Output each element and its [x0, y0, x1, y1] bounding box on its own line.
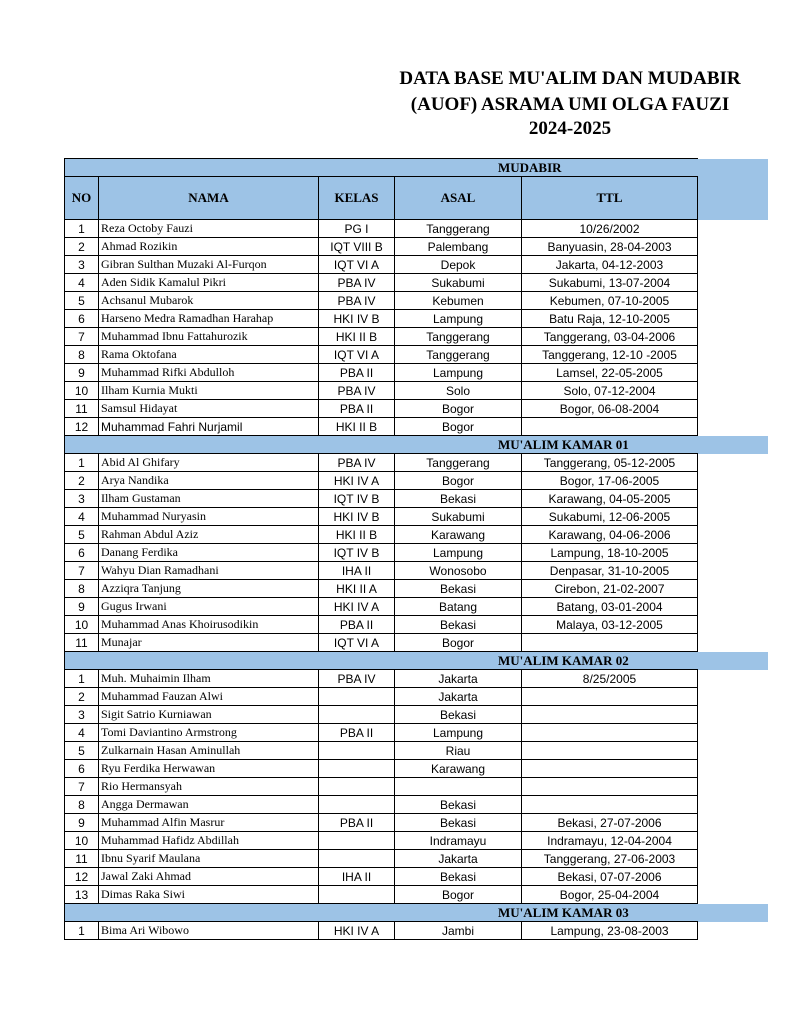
table-row — [65, 688, 698, 706]
cell-ttl — [522, 706, 698, 724]
cell-nama: Gibran Sulthan Muzaki Al-Furqon — [99, 256, 319, 274]
cell-asal: Batang — [395, 598, 522, 616]
cell-kelas — [319, 850, 395, 868]
cell-ttl: Karawang, 04-05-2005 — [522, 490, 698, 508]
table-row — [65, 238, 698, 256]
cell-no: 5 — [65, 526, 99, 544]
cell-nama: Muhammad Ibnu Fattahurozik — [99, 328, 319, 346]
cell-kelas: PBA II — [319, 400, 395, 418]
row-fill-extension — [698, 436, 768, 454]
cell-kelas: PBA IV — [319, 292, 395, 310]
cell-kelas — [319, 778, 395, 796]
cell-asal: Solo — [395, 382, 522, 400]
cell-ttl: Bekasi, 27-07-2006 — [522, 814, 698, 832]
cell-no: 4 — [65, 724, 99, 742]
cell-ttl: Malaya, 03-12-2005 — [522, 616, 698, 634]
cell-kelas: PBA II — [319, 724, 395, 742]
header-ttl: TTL — [522, 177, 698, 220]
cell-asal: Bekasi — [395, 796, 522, 814]
cell-nama: Muh. Muhaimin Ilham — [99, 670, 319, 688]
cell-nama: Rio Hermansyah — [99, 778, 319, 796]
cell-asal: Bogor — [395, 634, 522, 652]
header-nama: NAMA — [99, 177, 319, 220]
cell-no: 9 — [65, 814, 99, 832]
cell-no: 5 — [65, 742, 99, 760]
table-row — [65, 256, 698, 274]
cell-kelas: IQT IV B — [319, 490, 395, 508]
cell-nama: Jawal Zaki Ahmad — [99, 868, 319, 886]
cell-kelas: PBA IV — [319, 670, 395, 688]
cell-ttl — [522, 796, 698, 814]
section-label: MU'ALIM KAMAR 03 — [65, 904, 698, 922]
cell-kelas — [319, 886, 395, 904]
cell-nama: Abid Al Ghifary — [99, 454, 319, 472]
table-row — [65, 400, 698, 418]
cell-ttl: Tanggerang, 03-04-2006 — [522, 328, 698, 346]
cell-kelas — [319, 742, 395, 760]
cell-no: 7 — [65, 778, 99, 796]
table-row — [65, 796, 698, 814]
cell-kelas: HKI IV B — [319, 508, 395, 526]
cell-asal: Lampung — [395, 724, 522, 742]
cell-nama: Ilham Gustaman — [99, 490, 319, 508]
row-fill-extension — [698, 159, 768, 177]
cell-asal: Lampung — [395, 544, 522, 562]
cell-ttl: Tanggerang, 27-06-2003 — [522, 850, 698, 868]
section-header-row — [65, 652, 698, 670]
cell-nama: Sigit Satrio Kurniawan — [99, 706, 319, 724]
table-row — [65, 922, 698, 940]
table-row — [65, 328, 698, 346]
cell-no: 2 — [65, 688, 99, 706]
table-row — [65, 418, 698, 436]
cell-ttl — [522, 688, 698, 706]
cell-nama: Aden Sidik Kamalul Pikri — [99, 274, 319, 292]
row-fill-extension — [698, 177, 768, 220]
table-row — [65, 724, 698, 742]
data-table — [64, 158, 698, 940]
row-fill-extension — [698, 904, 768, 922]
table-row — [65, 706, 698, 724]
cell-nama: Muhammad Rifki Abdulloh — [99, 364, 319, 382]
table-row — [65, 508, 698, 526]
cell-no: 10 — [65, 616, 99, 634]
cell-ttl: Cirebon, 21-02-2007 — [522, 580, 698, 598]
cell-kelas — [319, 832, 395, 850]
table-row — [65, 760, 698, 778]
cell-nama: Achsanul Mubarok — [99, 292, 319, 310]
cell-nama: Ryu Ferdika Herwawan — [99, 760, 319, 778]
cell-kelas: PG I — [319, 220, 395, 238]
column-header-row — [65, 177, 698, 220]
title-line-2: (AUOF) ASRAMA UMI OLGA FAUZI — [410, 94, 730, 115]
cell-ttl: Sukabumi, 13-07-2004 — [522, 274, 698, 292]
cell-asal: Lampung — [395, 364, 522, 382]
cell-kelas: PBA IV — [319, 382, 395, 400]
cell-ttl: Bogor, 06-08-2004 — [522, 400, 698, 418]
table-row — [65, 274, 698, 292]
cell-no: 8 — [65, 796, 99, 814]
cell-kelas: HKI IV A — [319, 472, 395, 490]
cell-nama: Ilham Kurnia Mukti — [99, 382, 319, 400]
cell-kelas: HKI II B — [319, 418, 395, 436]
cell-kelas: IQT IV B — [319, 544, 395, 562]
table-row — [65, 526, 698, 544]
cell-asal: Sukabumi — [395, 274, 522, 292]
cell-asal: Wonosobo — [395, 562, 522, 580]
cell-asal: Bogor — [395, 472, 522, 490]
cell-ttl: Tanggerang, 05-12-2005 — [522, 454, 698, 472]
cell-ttl: Jakarta, 04-12-2003 — [522, 256, 698, 274]
cell-ttl — [522, 724, 698, 742]
cell-no: 1 — [65, 922, 99, 940]
cell-ttl: Batu Raja, 12-10-2005 — [522, 310, 698, 328]
table-row — [65, 670, 698, 688]
cell-ttl: 8/25/2005 — [522, 670, 698, 688]
table-row — [65, 562, 698, 580]
table-row — [65, 382, 698, 400]
row-fill-extension — [698, 652, 768, 670]
cell-ttl — [522, 778, 698, 796]
cell-nama: Reza Octoby Fauzi — [99, 220, 319, 238]
cell-ttl — [522, 634, 698, 652]
table-row — [65, 598, 698, 616]
cell-ttl: Lamsel, 22-05-2005 — [522, 364, 698, 382]
cell-no: 6 — [65, 760, 99, 778]
cell-nama: Ahmad Rozikin — [99, 238, 319, 256]
cell-no: 8 — [65, 580, 99, 598]
cell-nama: Arya Nandika — [99, 472, 319, 490]
header-no: NO — [65, 177, 99, 220]
cell-nama: Muhammad Fahri Nurjamil — [99, 418, 319, 436]
table-row — [65, 742, 698, 760]
cell-ttl: Bogor, 17-06-2005 — [522, 472, 698, 490]
cell-kelas: IQT VI A — [319, 634, 395, 652]
table-row — [65, 544, 698, 562]
cell-asal: Tanggerang — [395, 454, 522, 472]
cell-no: 1 — [65, 220, 99, 238]
cell-ttl: Lampung, 18-10-2005 — [522, 544, 698, 562]
cell-no: 1 — [65, 454, 99, 472]
cell-no: 4 — [65, 274, 99, 292]
cell-asal: Bogor — [395, 400, 522, 418]
cell-asal: Bogor — [395, 886, 522, 904]
cell-no: 10 — [65, 382, 99, 400]
cell-asal: Palembang — [395, 238, 522, 256]
table-row — [65, 454, 698, 472]
cell-no: 12 — [65, 418, 99, 436]
section-label: MU'ALIM KAMAR 02 — [65, 652, 698, 670]
cell-kelas: IQT VIII B — [319, 238, 395, 256]
cell-asal: Karawang — [395, 526, 522, 544]
cell-no: 1 — [65, 670, 99, 688]
table-row — [65, 490, 698, 508]
cell-ttl: Tanggerang, 12-10 -2005 — [522, 346, 698, 364]
cell-asal: Jakarta — [395, 850, 522, 868]
header-asal: ASAL — [395, 177, 522, 220]
cell-nama: Muhammad Anas Khoirusodikin — [99, 616, 319, 634]
cell-asal: Karawang — [395, 760, 522, 778]
cell-asal: Bekasi — [395, 868, 522, 886]
cell-nama: Gugus Irwani — [99, 598, 319, 616]
cell-kelas: PBA IV — [319, 454, 395, 472]
cell-no: 10 — [65, 832, 99, 850]
table-row — [65, 220, 698, 238]
cell-kelas: IHA II — [319, 562, 395, 580]
cell-nama: Muhammad Fauzan Alwi — [99, 688, 319, 706]
table-row — [65, 886, 698, 904]
cell-no: 11 — [65, 400, 99, 418]
cell-nama: Muhammad Alfin Masrur — [99, 814, 319, 832]
cell-asal: Depok — [395, 256, 522, 274]
cell-asal: Riau — [395, 742, 522, 760]
cell-kelas: PBA II — [319, 616, 395, 634]
cell-no: 3 — [65, 490, 99, 508]
table-row — [65, 778, 698, 796]
cell-asal: Bekasi — [395, 616, 522, 634]
cell-no: 5 — [65, 292, 99, 310]
cell-nama: Harseno Medra Ramadhan Harahap — [99, 310, 319, 328]
cell-asal: Tanggerang — [395, 328, 522, 346]
cell-nama: Angga Dermawan — [99, 796, 319, 814]
cell-kelas: IQT VI A — [319, 346, 395, 364]
cell-nama: Bima Ari Wibowo — [99, 922, 319, 940]
cell-kelas: PBA II — [319, 814, 395, 832]
cell-ttl — [522, 418, 698, 436]
cell-kelas: HKI II B — [319, 526, 395, 544]
cell-nama: Ibnu Syarif Maulana — [99, 850, 319, 868]
cell-asal: Jakarta — [395, 670, 522, 688]
table-row — [65, 292, 698, 310]
table-row — [65, 472, 698, 490]
cell-nama: Wahyu Dian Ramadhani — [99, 562, 319, 580]
cell-asal: Bekasi — [395, 814, 522, 832]
cell-kelas: HKI II A — [319, 580, 395, 598]
cell-kelas: HKI II B — [319, 328, 395, 346]
cell-ttl: Solo, 07-12-2004 — [522, 382, 698, 400]
cell-ttl: Indramayu, 12-04-2004 — [522, 832, 698, 850]
cell-nama: Samsul Hidayat — [99, 400, 319, 418]
cell-kelas — [319, 706, 395, 724]
cell-no: 13 — [65, 886, 99, 904]
cell-asal: Lampung — [395, 310, 522, 328]
cell-no: 6 — [65, 544, 99, 562]
cell-asal: Tanggerang — [395, 346, 522, 364]
cell-kelas: HKI IV A — [319, 598, 395, 616]
table-row — [65, 580, 698, 598]
cell-nama: Rahman Abdul Aziz — [99, 526, 319, 544]
cell-nama: Muhammad Hafidz Abdillah — [99, 832, 319, 850]
table-row — [65, 832, 698, 850]
section-header-row — [65, 436, 698, 454]
cell-nama: Azziqra Tanjung — [99, 580, 319, 598]
cell-nama: Dimas Raka Siwi — [99, 886, 319, 904]
cell-kelas — [319, 760, 395, 778]
cell-nama: Tomi Daviantino Armstrong — [99, 724, 319, 742]
section-label: MU'ALIM KAMAR 01 — [65, 436, 698, 454]
cell-no: 8 — [65, 346, 99, 364]
section-header-row — [65, 159, 698, 177]
cell-nama: Zulkarnain Hasan Aminullah — [99, 742, 319, 760]
cell-kelas: IHA II — [319, 868, 395, 886]
cell-ttl — [522, 742, 698, 760]
cell-nama: Muhammad Nuryasin — [99, 508, 319, 526]
table-row — [65, 634, 698, 652]
cell-kelas: HKI IV A — [319, 922, 395, 940]
cell-no: 11 — [65, 850, 99, 868]
cell-no: 11 — [65, 634, 99, 652]
cell-ttl: Kebumen, 07-10-2005 — [522, 292, 698, 310]
section-label: MUDABIR — [65, 159, 698, 177]
cell-ttl: Lampung, 23-08-2003 — [522, 922, 698, 940]
cell-no: 12 — [65, 868, 99, 886]
cell-asal: Jakarta — [395, 688, 522, 706]
cell-no: 3 — [65, 706, 99, 724]
cell-asal: Kebumen — [395, 292, 522, 310]
cell-asal: Jambi — [395, 922, 522, 940]
cell-ttl: Banyuasin, 28-04-2003 — [522, 238, 698, 256]
cell-no: 9 — [65, 598, 99, 616]
table-row — [65, 814, 698, 832]
section-header-row — [65, 904, 698, 922]
cell-no: 7 — [65, 328, 99, 346]
cell-ttl — [522, 760, 698, 778]
table-row — [65, 850, 698, 868]
cell-nama: Munajar — [99, 634, 319, 652]
title-line-3: 2024-2025 — [528, 118, 612, 139]
cell-ttl: Batang, 03-01-2004 — [522, 598, 698, 616]
table-row — [65, 868, 698, 886]
table-row — [65, 346, 698, 364]
cell-asal: Bekasi — [395, 706, 522, 724]
table-row — [65, 364, 698, 382]
cell-nama: Rama Oktofana — [99, 346, 319, 364]
cell-no: 6 — [65, 310, 99, 328]
cell-kelas — [319, 688, 395, 706]
cell-kelas: PBA II — [319, 364, 395, 382]
cell-asal — [395, 778, 522, 796]
cell-asal: Sukabumi — [395, 508, 522, 526]
cell-kelas: PBA IV — [319, 274, 395, 292]
table-row — [65, 616, 698, 634]
cell-ttl: Denpasar, 31-10-2005 — [522, 562, 698, 580]
cell-asal: Bekasi — [395, 580, 522, 598]
cell-no: 9 — [65, 364, 99, 382]
title-line-1: DATA BASE MU'ALIM DAN MUDABIR — [399, 68, 741, 89]
cell-no: 7 — [65, 562, 99, 580]
cell-nama: Danang Ferdika — [99, 544, 319, 562]
cell-no: 3 — [65, 256, 99, 274]
cell-asal: Bogor — [395, 418, 522, 436]
cell-no: 2 — [65, 238, 99, 256]
cell-ttl: Bogor, 25-04-2004 — [522, 886, 698, 904]
header-kelas: KELAS — [319, 177, 395, 220]
cell-asal: Indramayu — [395, 832, 522, 850]
cell-asal: Bekasi — [395, 490, 522, 508]
cell-no: 4 — [65, 508, 99, 526]
cell-kelas: HKI IV B — [319, 310, 395, 328]
cell-ttl: Karawang, 04-06-2006 — [522, 526, 698, 544]
cell-kelas: IQT VI A — [319, 256, 395, 274]
cell-asal: Tanggerang — [395, 220, 522, 238]
cell-kelas — [319, 796, 395, 814]
cell-no: 2 — [65, 472, 99, 490]
cell-ttl: Bekasi, 07-07-2006 — [522, 868, 698, 886]
table-row — [65, 310, 698, 328]
cell-ttl: 10/26/2002 — [522, 220, 698, 238]
cell-ttl: Sukabumi, 12-06-2005 — [522, 508, 698, 526]
